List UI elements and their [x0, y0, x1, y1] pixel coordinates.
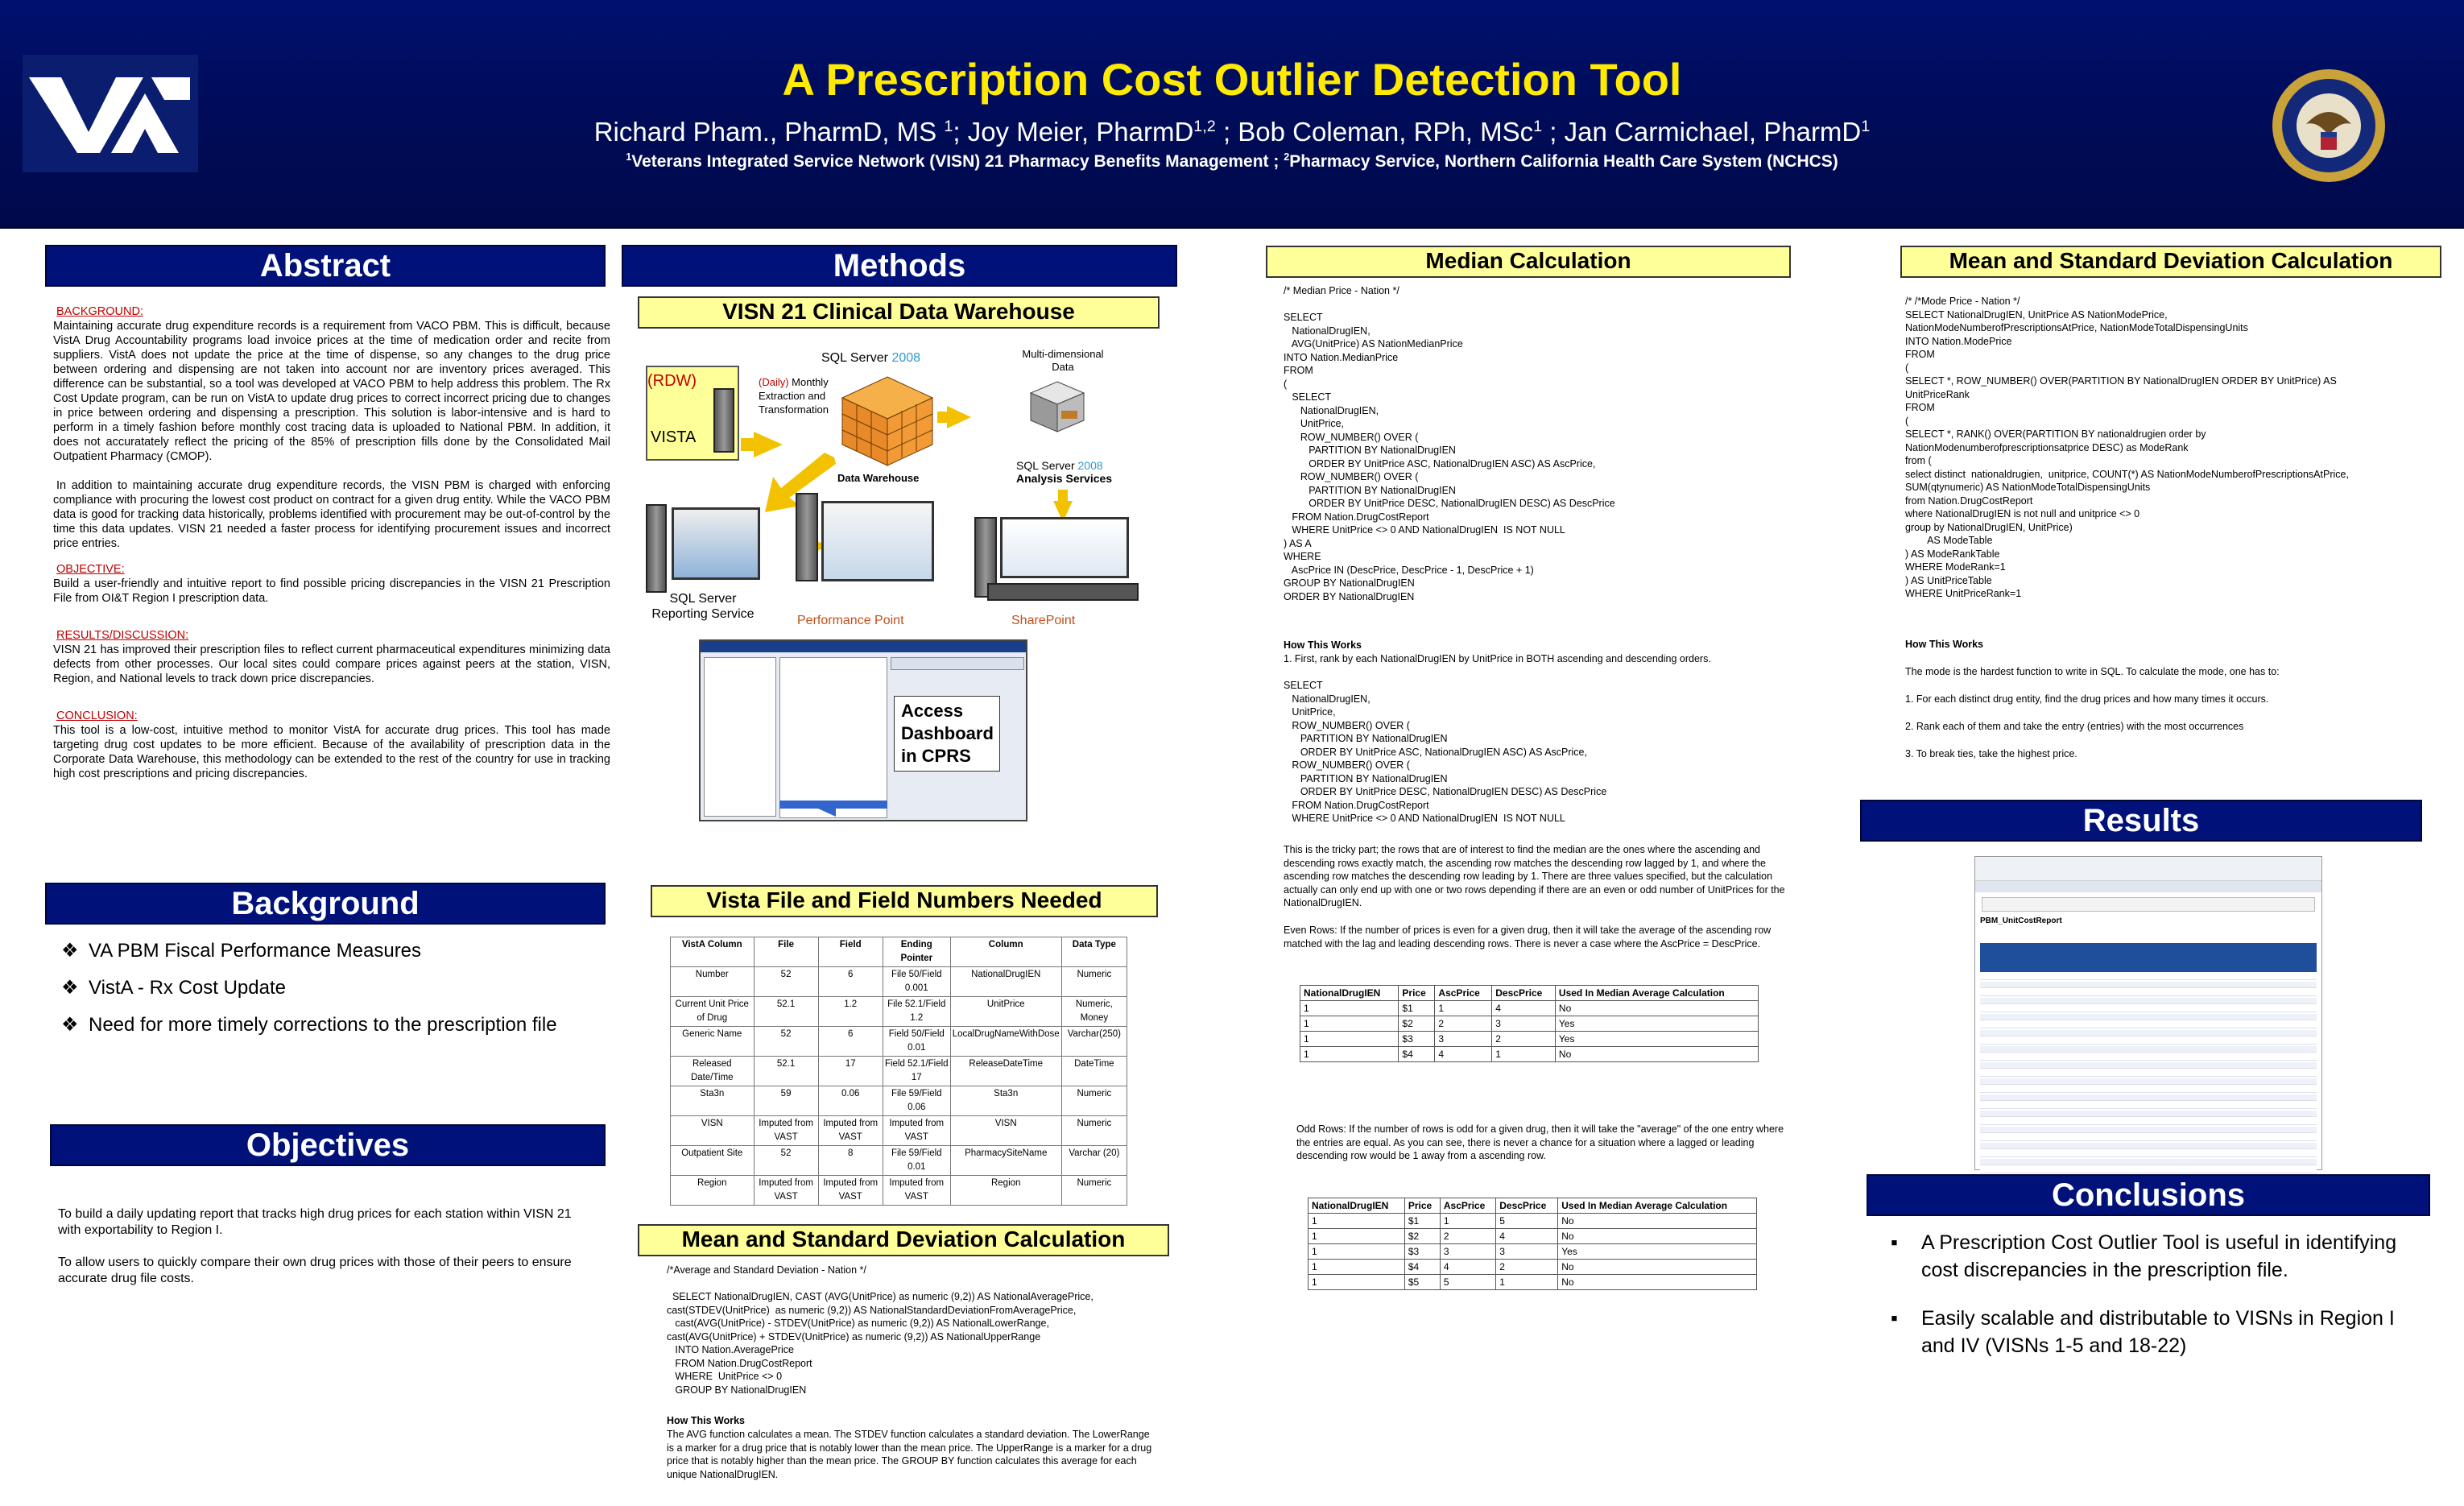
msd-how-heading: How This Works [667, 1415, 746, 1426]
ssrs-monitor-icon [672, 507, 760, 580]
results-label: RESULTS/DISCUSSION: [56, 629, 189, 642]
methods-heading: Methods [622, 245, 1177, 287]
report-row-placeholder [1980, 990, 2317, 996]
table-cell: $5 [1404, 1275, 1440, 1290]
conclusion-label: CONCLUSION: [56, 710, 138, 722]
table-row [1300, 1016, 1759, 1032]
table-cell: Numeric [1061, 1116, 1127, 1146]
table-cell: 3 [1440, 1244, 1495, 1260]
table-cell: PharmacySiteName [950, 1146, 1061, 1176]
architecture-diagram [636, 335, 1168, 834]
table-cell: 1 [1435, 1001, 1492, 1016]
mode-step: 2. Rank each of them and take the entry (entries) with the most occurrences [1905, 721, 2244, 732]
table-header-cell: File [754, 937, 818, 967]
report-title: PBM_UnitCostReport [1980, 916, 2062, 925]
table-cell: 52 [754, 967, 818, 997]
table-cell: 4 [1492, 1001, 1556, 1016]
table-cell: $1 [1404, 1214, 1440, 1229]
table-cell: 2 [1435, 1016, 1492, 1032]
table-cell: $2 [1404, 1229, 1440, 1244]
table-cell: No [1558, 1275, 1757, 1290]
table-cell: 6 [818, 967, 883, 997]
table-cell: LocalDrugNameWithDose [950, 1027, 1061, 1057]
table-cell: 52 [754, 1027, 818, 1057]
ssrs-server-icon [646, 504, 667, 593]
etl-arrow-shaft [741, 438, 757, 451]
table-row [1308, 1229, 1757, 1244]
vista-server-icon [713, 388, 734, 453]
results-report-screenshot [1974, 856, 2322, 1170]
median-sql-code: /* Median Price - Nation */ SELECT NationalDrugIEN, AVG(UnitPrice) AS NationMedianPrice INTO Nation.MedianPrice FROM ( SELECT NationalDrugIEN, UnitPrice, ROW_NUMBER() OVER ( PARTITION BY NationalDrugIEN ORDER BY UnitPrice ASC, NationalDrugIEN ASC) AS AscPrice, ROW_NUMBER() OVER ( PARTITION BY NationalDrugIEN ORDER BY UnitPrice DESC, NationalDrugIEN DESC) AS DescPrice FROM Nation.DrugCostReport WHERE UnitPrice <> 0 AND NationalDrugIEN IS NOT NULL ) AS A WHERE AscPrice IN (DescPrice, DescPrice - 1, DescPrice + 1) GROUP BY NationalDrugIEN ORDER BY NationalDrugIEN [1284, 285, 1615, 602]
table-cell: Imputed from VAST [754, 1176, 818, 1206]
report-row-placeholder [1980, 1111, 2317, 1117]
median-subheading: Median Calculation [1266, 246, 1791, 278]
report-row-placeholder [1980, 1014, 2317, 1020]
table-row [671, 967, 1127, 997]
table-cell: 4 [1435, 1047, 1492, 1062]
vista-fields-table [670, 937, 1127, 1206]
arrow-shaft [1058, 490, 1068, 501]
table-cell: 1 [1300, 1016, 1399, 1032]
table-cell: 1 [1300, 1047, 1399, 1062]
table-cell: Imputed from VAST [883, 1116, 950, 1146]
table-header-cell: AscPrice [1440, 1198, 1495, 1214]
table-cell: 1 [1308, 1214, 1405, 1229]
table-cell: 52 [754, 1146, 818, 1176]
table-header-cell: DescPrice [1496, 1198, 1558, 1214]
table-cell: Sta3n [950, 1086, 1061, 1116]
report-row-placeholder [1980, 1030, 2317, 1036]
median-how-heading: How This Works [1284, 639, 1362, 651]
table-cell: 17 [818, 1057, 883, 1086]
pp-label: Performance Point [797, 614, 904, 627]
mode-subheading: Mean and Standard Deviation Calculation [1900, 246, 2441, 278]
vista-label: VISTA [651, 428, 697, 446]
table-cell: $1 [1399, 1001, 1435, 1016]
table-row [671, 1057, 1127, 1086]
table-row [671, 997, 1127, 1027]
table-cell: File 52.1/Field 1.2 [883, 997, 950, 1027]
sql-server-label: SQL Server 2008 [821, 351, 921, 365]
background-heading: Background [45, 883, 606, 925]
objective-label: OBJECTIVE: [56, 563, 125, 576]
report-row-placeholder [1980, 1143, 2317, 1149]
table-cell: DateTime [1061, 1057, 1127, 1086]
table-cell: Numeric [1061, 1086, 1127, 1116]
table-cell: 1 [1300, 1001, 1399, 1016]
report-row-placeholder [1980, 1046, 2317, 1053]
vista-fields-subheading: Vista File and Field Numbers Needed [651, 885, 1158, 917]
table-row [1300, 1032, 1759, 1047]
report-row-placeholder [1980, 1167, 2317, 1173]
table-cell: 6 [818, 1027, 883, 1057]
arrow-right-icon [818, 801, 836, 817]
median-tricky-text: This is the tricky part; the rows that are of interest to find the median are the ones where the ascending and descending rows exactly match, the ascending row matches the descending row lagged by 1, and where the ascending row matches the descending row leading by 1. There are three values specified, but the calculation actually can only end up with one or two rows depending if there are an even or odd number of UnitPrices for the NationalDrugIEN. [1284, 844, 1785, 908]
table-header-cell: DescPrice [1492, 986, 1556, 1001]
mode-how-heading: How This Works [1905, 639, 1984, 650]
report-row-placeholder [1980, 1078, 2317, 1085]
table-header-cell: Column [950, 937, 1061, 967]
table-cell: 3 [1492, 1016, 1556, 1032]
table-cell: Number [671, 967, 754, 997]
results-heading: Results [1860, 800, 2422, 842]
table-row [671, 1146, 1127, 1176]
table-cell: Yes [1555, 1016, 1758, 1032]
table-cell: 1 [1308, 1244, 1405, 1260]
square-bullet-icon: ▪ [1891, 1307, 1898, 1330]
table-cell: Field 50/Field 0.01 [883, 1027, 950, 1057]
table-cell: No [1558, 1229, 1757, 1244]
median-sql-code-2: SELECT NationalDrugIEN, UnitPrice, ROW_NUMBER() OVER ( PARTITION BY NationalDrugIEN ORDER BY UnitPrice ASC, NationalDrugIEN ASC) AS AscPrice, ROW_NUMBER() OVER ( PARTITION BY NationalDrugIEN ORDER BY UnitPrice DESC, NationalDrugIEN DESC) AS DescPrice FROM Nation.DrugCostReport WHERE UnitPrice <> 0 AND NationalDrugIEN IS NOT NULL [1284, 680, 1607, 824]
table-header-cell: AscPrice [1435, 986, 1492, 1001]
olap-cube-icon [1029, 380, 1085, 433]
report-row-placeholder [1980, 1103, 2317, 1109]
table-cell: No [1558, 1260, 1757, 1275]
table-cell: 2 [1496, 1260, 1558, 1275]
median-even-table [1300, 985, 1759, 1062]
table-cell: Sta3n [671, 1086, 754, 1116]
list-item: ❖ VistA - Rx Cost Update [45, 975, 601, 1001]
table-cell: 2 [1492, 1032, 1556, 1047]
table-cell: 3 [1496, 1244, 1558, 1260]
arrow-right-icon [947, 406, 971, 428]
table-cell: $2 [1399, 1016, 1435, 1032]
table-header-cell: Ending Pointer [883, 937, 950, 967]
abstract-body [53, 304, 610, 781]
msd-subheading: Mean and Standard Deviation Calculation [638, 1224, 1169, 1256]
abstract-heading: Abstract [45, 245, 606, 287]
report-row-placeholder [1980, 1135, 2317, 1141]
conclusions-heading: Conclusions [1867, 1174, 2430, 1216]
table-cell: Region [671, 1176, 754, 1206]
table-cell: VISN [671, 1116, 754, 1146]
table-cell: NationalDrugIEN [950, 967, 1061, 997]
table-cell: Imputed from VAST [818, 1176, 883, 1206]
table-cell: 5 [1440, 1275, 1495, 1290]
report-row-placeholder [1980, 998, 2317, 1004]
report-row-placeholder [1980, 1094, 2317, 1101]
report-row-placeholder [1980, 982, 2317, 988]
table-cell: 1 [1492, 1047, 1556, 1062]
report-row-placeholder [1980, 974, 2317, 980]
square-bullet-icon: ▪ [1891, 1231, 1898, 1254]
results-text: VISN 21 has improved their prescription files to reflect current pharmaceutical expenditures minimizing data defects from other processes. Our local sites could compare prices against peers at the station, VISN, Region, and National levels to track down price discrepancies. [53, 643, 610, 685]
table-cell: 52.1 [754, 997, 818, 1027]
msd-how-text: The AVG function calculates a mean. The STDEV function calculates a standard deviation. The LowerRange is a marker for a drug price that is notably lower than the mean price. The UpperRange is a marker for a drug price that is notably higher than the mean price. The GROUP BY function calculates this average for each unique NationalDrugIEN. [667, 1429, 1152, 1480]
table-cell: 2 [1440, 1229, 1495, 1244]
table-cell: No [1555, 1001, 1758, 1016]
table-cell: 1 [1300, 1032, 1399, 1047]
report-row-placeholder [1980, 1062, 2317, 1069]
table-cell: 1 [1440, 1214, 1495, 1229]
pp-server-icon [796, 493, 818, 581]
list-item: ❖ Need for more timely corrections to the prescription file [45, 1012, 601, 1038]
table-row [671, 1176, 1127, 1206]
sp-label: SharePoint [1011, 614, 1076, 627]
table-header-cell: Price [1399, 986, 1435, 1001]
table-cell: Imputed from VAST [883, 1176, 950, 1206]
background-label: BACKGROUND: [56, 305, 143, 318]
cdw-subheading: VISN 21 Clinical Data Warehouse [638, 296, 1160, 329]
header-banner [0, 0, 2464, 229]
table-cell: Outpatient Site [671, 1146, 754, 1176]
table-cell: $4 [1404, 1260, 1440, 1275]
sp-keyboard-icon [987, 583, 1139, 601]
author-list: Richard Pham., PharmD, MS $^1$; Joy Meier, PharmD$^{1,2}$ ; Bob Coleman, RPh, MSc$^1$ ; Jan Carmichael, PharmD$^1$ [593, 117, 1871, 147]
etl-label: (Daily) Monthly Extraction and Transformation [759, 376, 829, 416]
table-cell: 1.2 [818, 997, 883, 1027]
data-warehouse-label: Data Warehouse [837, 472, 920, 484]
multidim-label: Multi-dimensional Data [1022, 348, 1104, 373]
table-row [671, 1116, 1127, 1146]
table-header-cell: Used In Median Average Calculation [1558, 1198, 1757, 1214]
table-header-cell: NationalDrugIEN [1308, 1198, 1405, 1214]
report-row-placeholder [1980, 1159, 2317, 1165]
table-cell: 1 [1308, 1275, 1405, 1290]
table-header-cell: NationalDrugIEN [1300, 986, 1399, 1001]
diamond-bullet-icon: ❖ [61, 940, 79, 962]
table-cell: Released Date/Time [671, 1057, 754, 1086]
median-odd-text: Odd Rows: If the number of rows is odd for a given drug, then it will take the "average" of the one entry where the entries are equal. As you can see, there is never a chance for a situation where a lagged or leading descending row would be 1 away from a ascending row. [1296, 1123, 1784, 1161]
report-row-placeholder [1980, 1054, 2317, 1061]
mode-how-intro: The mode is the hardest function to write in SQL. To calculate the mode, one has to: [1905, 666, 2280, 677]
table-header-cell: VistA Column [671, 937, 754, 967]
median-how-step1: 1. First, rank by each NationalDrugIEN by UnitPrice in BOTH ascending and descending orders. [1284, 653, 1711, 664]
median-odd-table [1308, 1198, 1757, 1290]
table-cell: 1 [1308, 1260, 1405, 1275]
table-cell: 0.06 [818, 1086, 883, 1116]
objective-text: Build a user-friendly and intuitive report to find possible pricing discrepancies in the VISN 21 Prescription File from OI&T Region I prescription data. [53, 577, 610, 605]
sp-monitor-icon [1000, 517, 1129, 578]
list-item: ❖ VA PBM Fiscal Performance Measures [45, 938, 601, 964]
table-cell: 1 [1308, 1229, 1405, 1244]
table-cell: Region [950, 1176, 1061, 1206]
table-cell: $4 [1399, 1047, 1435, 1062]
table-cell: Yes [1558, 1244, 1757, 1260]
table-header-cell: Used In Median Average Calculation [1555, 986, 1758, 1001]
data-warehouse-cube [839, 374, 936, 469]
table-cell: 8 [818, 1146, 883, 1176]
table-cell: Varchar(250) [1061, 1027, 1127, 1057]
table-cell: 3 [1435, 1032, 1492, 1047]
table-cell: 52.1 [754, 1057, 818, 1086]
table-cell: Varchar (20) [1061, 1146, 1127, 1176]
table-cell: 1 [1496, 1275, 1558, 1290]
report-row-placeholder [1980, 1006, 2317, 1012]
diamond-bullet-icon: ❖ [61, 1014, 79, 1036]
table-cell: File 50/Field 0.001 [883, 967, 950, 997]
analysis-services-label: SQL Server 2008 Analysis Services [1016, 459, 1113, 485]
table-cell: ReleaseDateTime [950, 1057, 1061, 1086]
table-row [671, 1027, 1127, 1057]
table-row [1308, 1214, 1757, 1229]
conclusion-text: This tool is a low-cost, intuitive method to monitor VistA for accurate drug prices. This tool has made targeting drug cost updates to be more efficient. Because of the availability of prescription data in the Corporate Data Warehouse, this methodology can be extended to the rest of the country for use in tracking high cost prescriptions and pricing discrepancies. [53, 724, 610, 780]
report-row-placeholder [1980, 1086, 2317, 1093]
access-dashboard-callout: Access Dashboard in CPRS [894, 696, 1000, 772]
table-cell: UnitPrice [950, 997, 1061, 1027]
table-cell: Yes [1555, 1032, 1758, 1047]
table-cell: 4 [1496, 1229, 1558, 1244]
table-cell: $3 [1399, 1032, 1435, 1047]
report-row-placeholder [1980, 1127, 2317, 1133]
report-row-placeholder [1980, 1038, 2317, 1045]
table-row [1308, 1275, 1757, 1290]
background-list [45, 938, 601, 1049]
ssrs-label: SQL Server Reporting Service [651, 592, 754, 621]
background-text-2: In addition to maintaining accurate drug expenditure records, the VISN PBM is charged with enforcing compliance with procuring the lowest cost product on contract for a given drug entity. While the VACO PBM data is good for tracking data historically, problems identified with procurement may be out-of-control by the time this data updates. VISN 21 needed a faster process for identifying procurement issues and incorrect price entries. [53, 479, 610, 550]
table-cell: 4 [1440, 1260, 1495, 1275]
report-row-placeholder [1980, 1022, 2317, 1028]
list-item: ▪ Easily scalable and distributable to VISNs in Region I and IV (VISNs 1-5 and 18-22) [1867, 1305, 2430, 1359]
table-header-cell: Price [1404, 1198, 1440, 1214]
diamond-bullet-icon: ❖ [61, 977, 79, 999]
table-cell: File 59/Field 0.01 [883, 1146, 950, 1176]
table-cell: 5 [1496, 1214, 1558, 1229]
report-row-placeholder [1980, 1070, 2317, 1077]
mode-step: 3. To break ties, take the highest price. [1905, 748, 2077, 759]
table-cell: Numeric, Money [1061, 997, 1127, 1027]
table-cell: 59 [754, 1086, 818, 1116]
median-even-text: Even Rows: If the number of prices is even for a given drug, then it will take the average of the ascending row matched with the lag and leading descending rows. There is never a case where the AscPrice = DescPrice. [1284, 925, 1772, 950]
table-cell: File 59/Field 0.06 [883, 1086, 950, 1116]
table-row [671, 1086, 1127, 1116]
objectives-paragraph: To build a daily updating report that tracks high drug prices for each station within VISN 21 with exportability to Region I. [58, 1207, 572, 1237]
objectives-heading: Objectives [50, 1124, 606, 1166]
table-row [1300, 1001, 1759, 1016]
table-cell: Current Unit Price of Drug [671, 997, 754, 1027]
report-row-placeholder [1980, 1119, 2317, 1125]
mode-step: 1. For each distinct drug entity, find the drug prices and how many times it occurs. [1905, 693, 2269, 705]
table-header-cell: Data Type [1061, 937, 1127, 967]
conclusions-list [1867, 1229, 2430, 1380]
table-cell: Imputed from VAST [754, 1116, 818, 1146]
table-row [1300, 1047, 1759, 1062]
affiliations: $^1$Veterans Integrated Service Network (VISN) 21 Pharmacy Benefits Management ; $^2$Pharmacy Service, Northern California Health Care System (NCHCS) [626, 151, 1838, 171]
background-text: Maintaining accurate drug expenditure records is a requirement from VACO PBM. This is difficult, because VistA Drug Accountability programs load invoice prices at the time of medication order and recite from suppliers. VistA does not update the price at the time of dispense, so any changes to the drug price between ordering and dispensing are not taken into account nor are inventory prices averaged. This difference can be substantial, so a tool was developed at VACO PBM to help address this problem. The Rx Cost Update program, can be run on VistA to update drug prices to correct incorrect pricing due to changes in price between ordering and dispensing a prescription. This solution is labor-intensive and is hard to perform in a timely fashion before monthly cost tracing data is uploaded to National PBM. In addition, it does not accuratately reflect the pricing of the 85% of prescription fills done by the Consolidated Mail Outpatient Pharmacy (CMOP). [53, 320, 610, 463]
table-row [1308, 1260, 1757, 1275]
table-cell: $3 [1404, 1244, 1440, 1260]
table-cell: Imputed from VAST [818, 1116, 883, 1146]
table-cell: VISN [950, 1116, 1061, 1146]
table-cell: No [1558, 1214, 1757, 1229]
poster-title: A Prescription Cost Outlier Detection Tool [782, 54, 1682, 105]
list-item: ▪ A Prescription Cost Outlier Tool is useful in identifying cost discrepancies in the prescription file. [1867, 1229, 2430, 1284]
rdw-label: (RDW) [647, 372, 697, 390]
mode-sql-code: /* /*Mode Price - Nation */ SELECT NationalDrugIEN, UnitPrice AS NationModePrice, NationModeNumberofPrescriptionsAtPrice, NationModeTotalDispensingUnits INTO Nation.ModePrice FROM ( SELECT *, ROW_NUMBER() OVER(PARTITION BY NationalDrugIEN ORDER BY UnitPrice) AS UnitPriceRank FROM ( SELECT *, RANK() OVER(PARTITION BY nationaldrugien order by NationModenumberofprescriptionsatprice DESC) as ModeRank from ( select distinct nationaldrugien, unitprice, COUNT(*) AS NationModeNumberofPrescriptionsAtPrice, SUM(qtynumeric) AS NationModeTotalDispensingUnits from Nation.DrugCostReport where NationalDrugIEN is not null and unitprice <> 0 group by NationalDrugIEN, UnitPrice) AS ModeTable ) AS ModeRankTable WHERE ModeRank=1 ) AS UnitPriceTable WHERE UnitPriceRank=1 [1905, 296, 2349, 599]
table-cell: Numeric [1061, 967, 1127, 997]
objectives-body [58, 1206, 573, 1287]
msd-sql-code: /*Average and Standard Deviation - Nation */ SELECT NationalDrugIEN, CAST (AVG(UnitPrice) as numeric (9,2)) AS NationalAveragePrice, cast(STDEV(UnitPrice) as numeric (9,2)) AS NationalStandardDeviationFromAveragePrice, cast(AVG(UnitPrice) - STDEV(UnitPrice) as numeric (9,2)) AS NationalLowerRange, cast(AVG(UnitPrice) + STDEV(UnitPrice) as numeric (9,2)) AS NationalUpperRange INTO Nation.AveragePrice FROM Nation.DrugCostReport WHERE UnitPrice <> 0 GROUP BY NationalDrugIEN [667, 1264, 1094, 1396]
report-row-placeholder [1980, 1151, 2317, 1157]
table-row [1308, 1244, 1757, 1260]
table-header-cell: Field [818, 937, 883, 967]
table-cell: Field 52.1/Field 17 [883, 1057, 950, 1086]
arrow-shaft [937, 412, 949, 423]
pp-monitor-icon [821, 501, 934, 581]
table-cell: Generic Name [671, 1027, 754, 1057]
table-cell: No [1555, 1047, 1758, 1062]
table-cell: Numeric [1061, 1176, 1127, 1206]
objectives-paragraph: To allow users to quickly compare their own drug prices with those of their peers to ensure accurate drug file costs. [58, 1256, 572, 1285]
